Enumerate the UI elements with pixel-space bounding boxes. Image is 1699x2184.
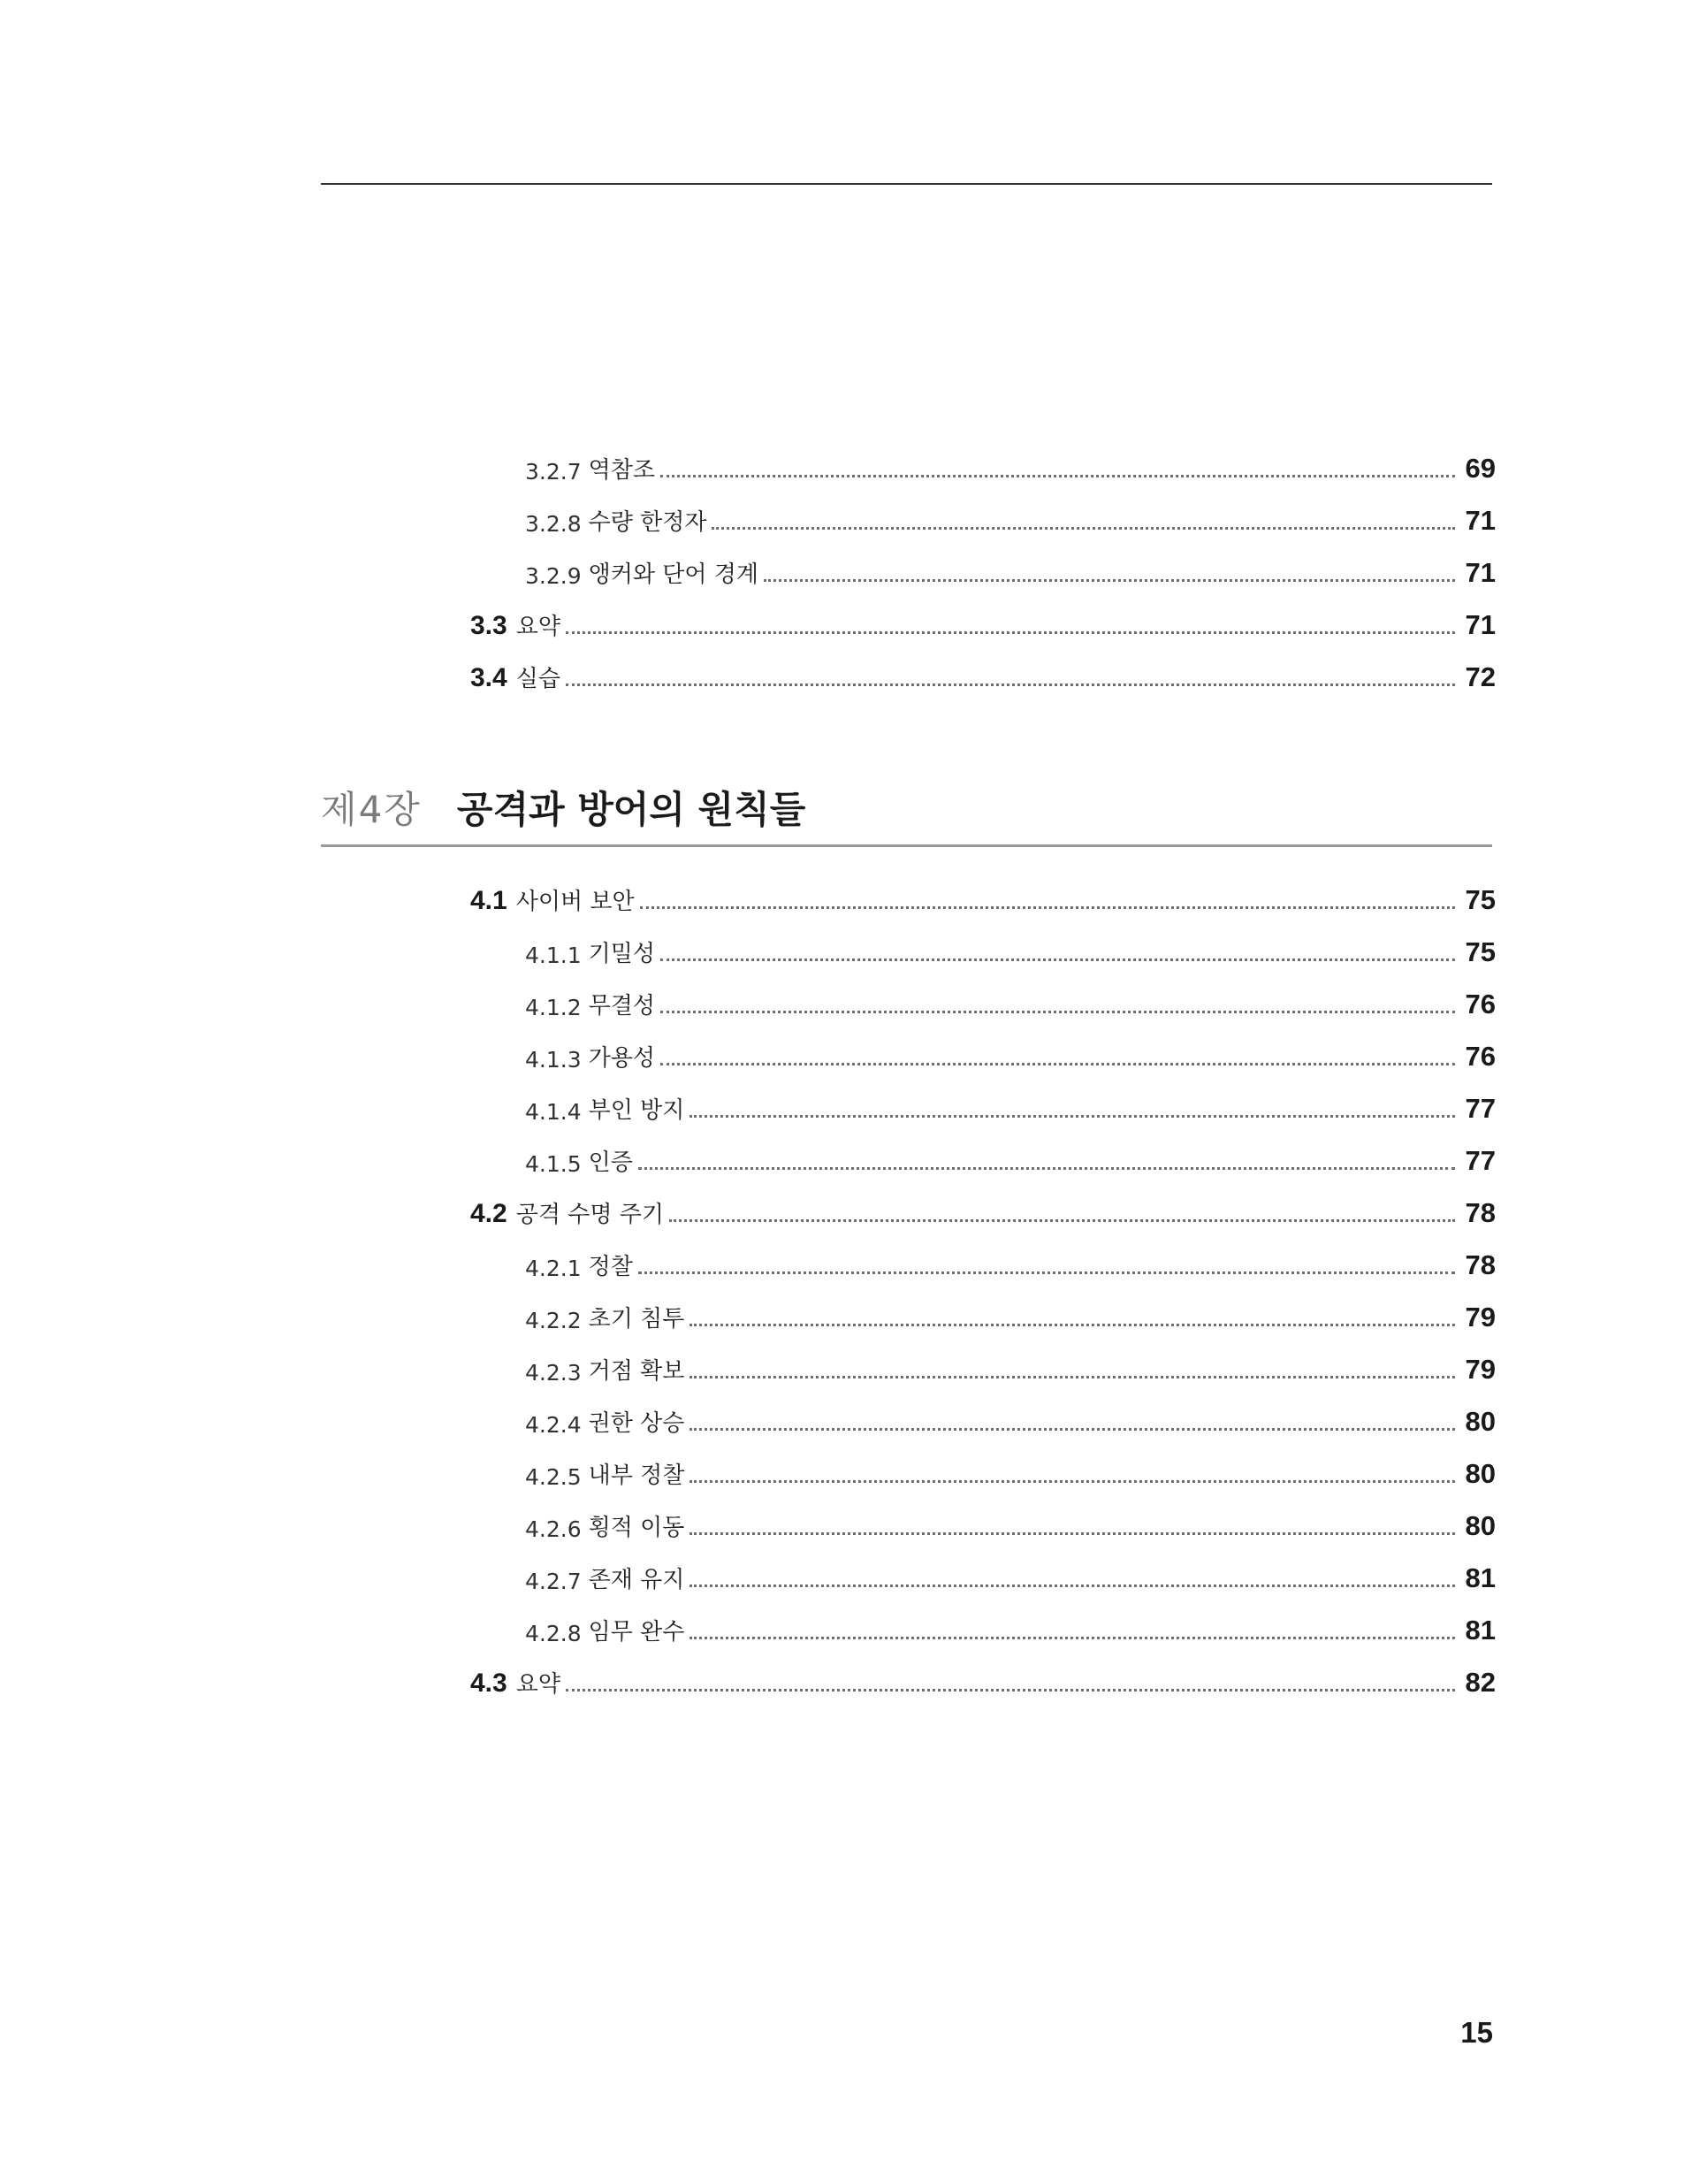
toc-entry-page: 81 — [1465, 1562, 1496, 1593]
toc-entry-page: 71 — [1465, 557, 1496, 588]
toc-entry-page: 79 — [1465, 1302, 1496, 1333]
toc-entry-title: 부인 방지 — [588, 1097, 685, 1124]
toc-entry-number: 4.2.8 — [525, 1621, 582, 1646]
toc-entry[interactable] — [525, 1298, 1496, 1333]
toc-entry[interactable] — [525, 1037, 1496, 1073]
dotted-leader — [712, 527, 1455, 530]
toc-entry-page: 80 — [1465, 1406, 1496, 1437]
dotted-leader — [566, 1689, 1455, 1691]
toc-entry-title: 공격 수명 주기 — [515, 1202, 664, 1228]
toc-entry-page: 72 — [1465, 661, 1496, 692]
toc-entry-page: 76 — [1465, 989, 1496, 1019]
dotted-leader — [566, 631, 1455, 634]
toc-entry-title: 권한 상승 — [588, 1410, 685, 1437]
chapter-label: 제4장 — [321, 788, 422, 831]
toc-entry-page: 76 — [1465, 1041, 1496, 1072]
toc-entry-title: 가용성 — [588, 1045, 655, 1072]
toc-entry[interactable] — [525, 1402, 1496, 1438]
dotted-leader — [638, 1167, 1455, 1170]
toc-entry-number: 4.2.6 — [525, 1516, 582, 1542]
toc-entry-number: 3.4 — [470, 663, 507, 692]
toc-entry-number: 4.2.1 — [525, 1256, 582, 1281]
toc-entry[interactable] — [525, 1350, 1496, 1386]
toc-entry-number: 4.1.3 — [525, 1047, 582, 1073]
toc-entry-title: 실습 — [515, 666, 560, 692]
toc-entry[interactable] — [470, 881, 1496, 916]
toc-entry-title: 수량 한정자 — [588, 509, 707, 536]
dotted-leader — [669, 1219, 1455, 1222]
dotted-leader — [566, 683, 1455, 686]
toc-entry-title: 요약 — [515, 614, 560, 640]
toc-entry-title: 존재 유지 — [588, 1567, 685, 1593]
toc-entry-number: 4.2.7 — [525, 1569, 582, 1594]
toc-entry[interactable] — [525, 933, 1496, 968]
toc-entry-number: 4.1.1 — [525, 943, 582, 968]
toc-entry-number: 4.3 — [470, 1669, 507, 1698]
toc-entry[interactable] — [525, 501, 1496, 537]
dotted-leader — [690, 1324, 1455, 1326]
dotted-leader — [640, 906, 1455, 909]
toc-entry-page: 77 — [1465, 1145, 1496, 1176]
toc-entry-number: 3.3 — [470, 611, 507, 640]
toc-entry-title: 초기 침투 — [588, 1306, 685, 1333]
dotted-leader — [660, 1011, 1455, 1013]
toc-entry-page: 75 — [1465, 884, 1496, 915]
toc-entry-number: 3.2.9 — [525, 563, 582, 589]
toc-entry[interactable] — [525, 1142, 1496, 1177]
toc-entry[interactable] — [470, 606, 1496, 641]
toc-entry-title: 정찰 — [588, 1254, 633, 1280]
toc-entry-page: 78 — [1465, 1197, 1496, 1228]
dotted-leader — [660, 475, 1455, 477]
toc-entry[interactable] — [525, 1246, 1496, 1281]
dotted-leader — [690, 1376, 1455, 1378]
chapter-heading — [321, 767, 1492, 847]
toc-entry-title: 거점 확보 — [588, 1358, 685, 1385]
page-number: 15 — [1460, 2016, 1493, 2049]
toc-entry-number: 4.1.2 — [525, 995, 582, 1020]
dotted-leader — [690, 1480, 1455, 1483]
dotted-leader — [764, 579, 1455, 582]
toc-entry-title: 앵커와 단어 경계 — [588, 561, 758, 588]
toc-entry-page: 75 — [1465, 936, 1496, 967]
chapter-title: 공격과 방어의 원칙들 — [456, 788, 806, 831]
toc-entry-number: 4.2 — [470, 1199, 507, 1228]
toc-entry-number: 4.2.4 — [525, 1412, 582, 1438]
toc-entry[interactable] — [525, 1559, 1496, 1594]
dotted-leader — [690, 1428, 1455, 1431]
toc-entry-page: 77 — [1465, 1093, 1496, 1124]
toc-entry-title: 인증 — [588, 1149, 633, 1176]
toc-entry-page: 80 — [1465, 1458, 1496, 1489]
toc-entry-page: 71 — [1465, 609, 1496, 640]
toc-entry-number: 3.2.8 — [525, 511, 582, 537]
dotted-leader — [638, 1271, 1455, 1274]
toc-entry[interactable] — [525, 449, 1496, 485]
chapter-rule — [321, 844, 1492, 847]
toc-entry-title: 기밀성 — [588, 941, 655, 967]
toc-entry-title: 내부 정찰 — [588, 1462, 685, 1489]
dotted-leader — [660, 958, 1455, 961]
toc-entry-title: 요약 — [515, 1671, 560, 1698]
toc-entry[interactable] — [525, 985, 1496, 1020]
toc-entry-number: 4.2.2 — [525, 1308, 582, 1333]
toc-entry-page: 81 — [1465, 1615, 1496, 1646]
toc-entry[interactable] — [525, 1611, 1496, 1646]
toc-entry[interactable] — [470, 1194, 1496, 1229]
toc-entry[interactable] — [525, 554, 1496, 589]
toc-entry-page: 69 — [1465, 453, 1496, 484]
toc-entry[interactable] — [525, 1507, 1496, 1542]
toc-entry-page: 71 — [1465, 505, 1496, 536]
toc-entry[interactable] — [470, 658, 1496, 693]
toc-entry-number: 4.1.5 — [525, 1151, 582, 1177]
toc-entry[interactable] — [525, 1089, 1496, 1125]
header-rule — [321, 183, 1492, 185]
toc-entry-title: 역참조 — [588, 457, 655, 484]
dotted-leader — [690, 1532, 1455, 1535]
toc-entry-page: 78 — [1465, 1249, 1496, 1280]
toc-entry-title: 횡적 이동 — [588, 1515, 685, 1541]
toc-entry-title: 무결성 — [588, 993, 655, 1019]
toc-entry-page: 80 — [1465, 1510, 1496, 1541]
toc-entry-number: 4.1.4 — [525, 1099, 582, 1125]
toc-entry-page: 79 — [1465, 1354, 1496, 1385]
toc-entry-title: 사이버 보안 — [515, 889, 635, 915]
dotted-leader — [690, 1637, 1455, 1639]
toc-entry-number: 3.2.7 — [525, 459, 582, 485]
toc-entry-number: 4.2.5 — [525, 1464, 582, 1490]
toc-entry-number: 4.2.3 — [525, 1360, 582, 1386]
toc-entry-title: 임무 완수 — [588, 1619, 685, 1646]
toc-entry-number: 4.1 — [470, 886, 507, 915]
dotted-leader — [690, 1115, 1455, 1118]
toc-entry[interactable] — [525, 1455, 1496, 1490]
dotted-leader — [660, 1063, 1455, 1065]
toc-entry[interactable] — [470, 1663, 1496, 1699]
toc-entry-page: 82 — [1465, 1667, 1496, 1698]
dotted-leader — [690, 1585, 1455, 1587]
